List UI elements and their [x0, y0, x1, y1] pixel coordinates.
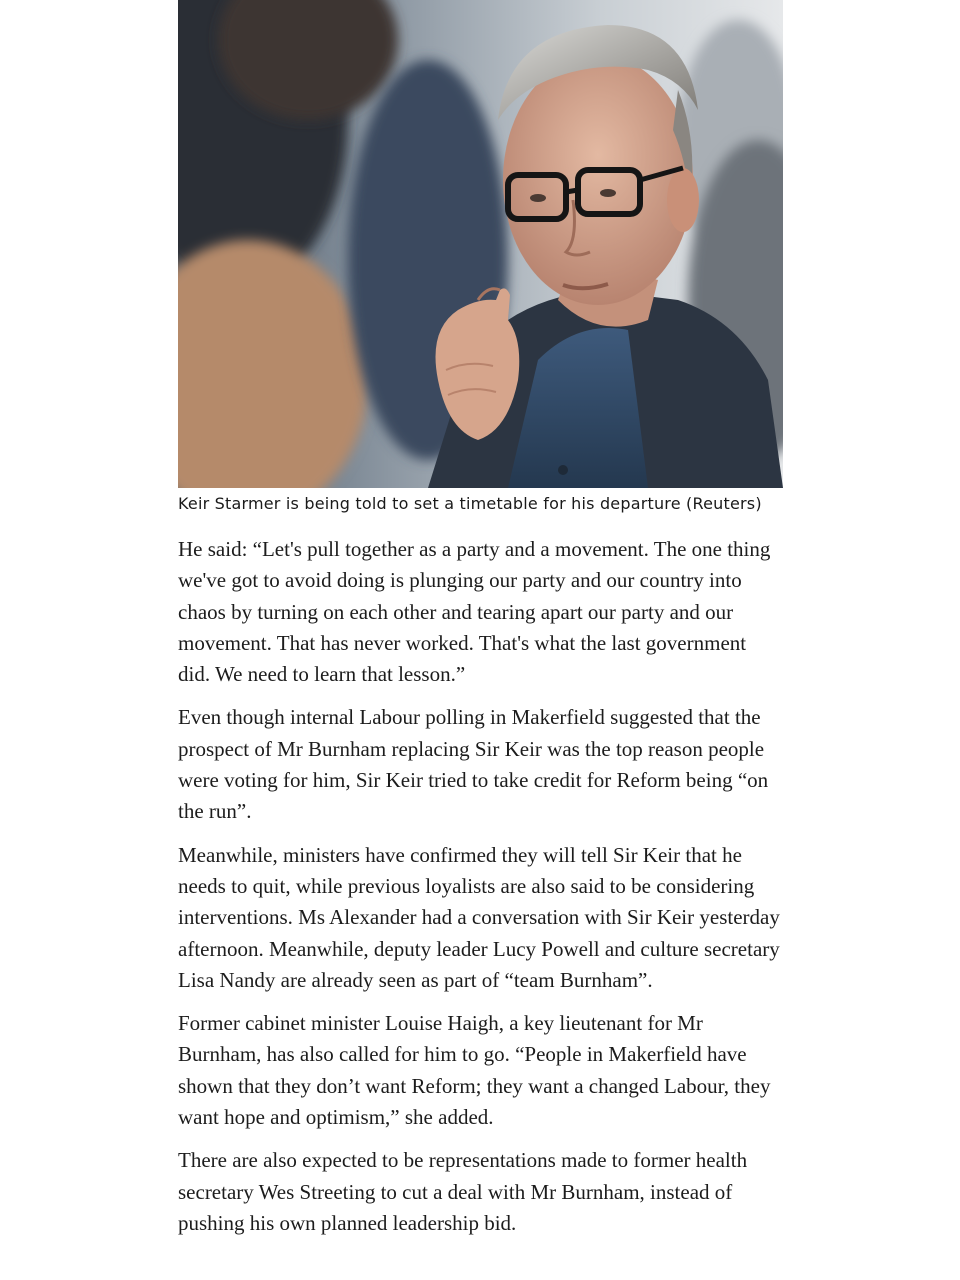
article	[178, 0, 783, 1251]
paragraph: Meanwhile, ministers have confirmed they will tell Sir Keir that he needs to quit, while previous loyalists are also said to be considering interventions. Ms Alexander had a conversation with Sir Keir yesterday afternoon. Meanwhile, deputy leader Lucy Powell and culture secretary Lisa Nandy are already seen as part of “team Burnham”.	[178, 842, 780, 992]
paragraph: He said: “Let's pull together as a party and a movement. The one thing we've got to avoid doing is plunging our party and our country into chaos by turning on each other and tearing apart our party and our movement. That has never worked. That's what the last government did. We need to learn that lesson.”	[178, 537, 771, 687]
article-figure	[178, 0, 783, 514]
paragraph: There are also expected to be representations made to former health secretary Wes Streeting to cut a deal with Mr Burnham, instead of pushing his own planned leadership bid.	[178, 1148, 748, 1235]
article-photo	[178, 0, 783, 488]
paragraph: Former cabinet minister Louise Haigh, a key lieutenant for Mr Burnham, has also called for him to go. “People in Makerfield have shown that they don’t want Reform; they want a changed Labour, they want hope and optimism,” she added.	[178, 1011, 771, 1130]
article-body	[178, 534, 783, 1239]
photo-portrait-man-glasses-icon	[178, 0, 783, 488]
paragraph: Even though internal Labour polling in Makerfield suggested that the prospect of Mr Burnham replacing Sir Keir was the top reason people were voting for him, Sir Keir tried to take credit for Reform being “on the run”.	[178, 705, 769, 824]
photo-caption: Keir Starmer is being told to set a timetable for his departure (Reuters)	[178, 494, 762, 513]
